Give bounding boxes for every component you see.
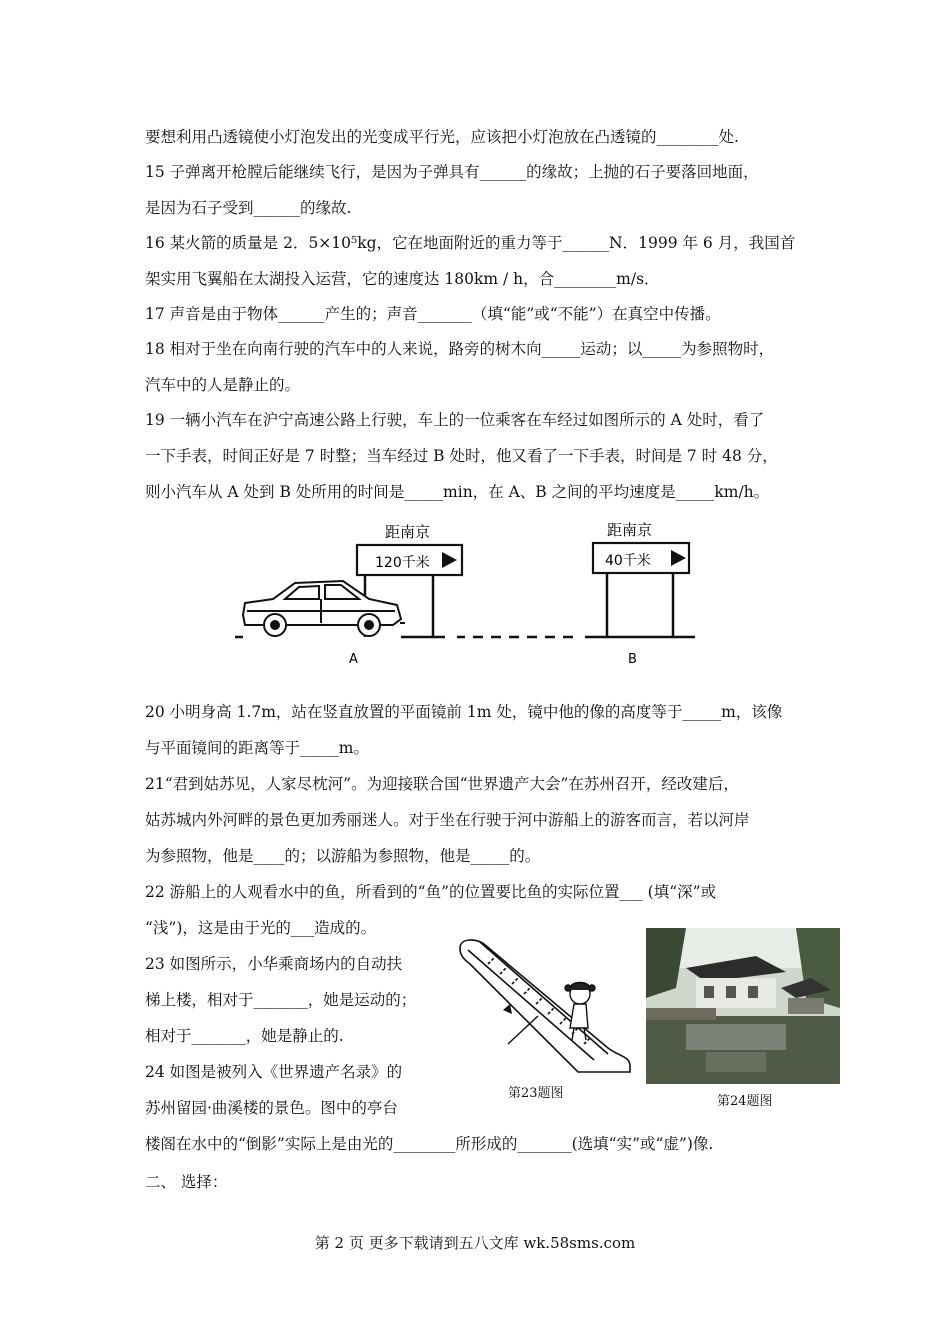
- sign-b: [593, 521, 689, 637]
- label-b: B: [628, 652, 637, 667]
- text-line: 17 声音是由于物体______产生的；声音_______（填“能”或“不能”）在真空中传播。: [145, 305, 721, 323]
- text-line: 相对于_______，她是静止的.: [145, 1027, 344, 1045]
- fig24-caption: 第24题图: [717, 1094, 773, 1109]
- text-line: 苏州留园·曲溪楼的景色。图中的亭台: [145, 1099, 398, 1117]
- text-line: 要想利用凸透镜使小灯泡发出的光变成平行光，应该把小灯泡放在凸透镜的________处.: [145, 128, 739, 146]
- text-line: 梯上楼，相对于_______，她是运动的；: [145, 991, 417, 1009]
- text-line: 则小汽车从 A 处到 B 处所用的时间是_____min，在 A、B 之间的平均速度是_____km/h。: [145, 483, 770, 501]
- fig23-caption: 第23题图: [508, 1086, 564, 1101]
- text-line: 22 游船上的人观看水中的鱼，所看到的“鱼”的位置要比鱼的实际位置___ (填“深”或: [145, 883, 717, 901]
- page-footer: 第 2 页 更多下载请到五八文库 wk.58sms.com: [314, 1234, 636, 1252]
- text-line: 与平面镜间的距离等于_____m。: [145, 739, 369, 757]
- text-line: 20 小明身高 1.7m，站在竖直放置的平面镜前 1m 处，镜中他的像的高度等于_____m，该像: [145, 703, 783, 721]
- text-line: 24 如图是被列入《世界遗产名录》的: [145, 1063, 403, 1081]
- sign-a-value: 120千米: [375, 555, 430, 571]
- text-line: 为参照物，他是____的；以游船为参照物，他是_____的。: [145, 847, 541, 865]
- text-line: 是因为石子受到______的缘故.: [145, 199, 352, 217]
- text-line: 二、 选择：: [145, 1173, 228, 1191]
- label-a: A: [349, 652, 358, 667]
- text-line: 楼阁在水中的“倒影”实际上是由光的________所形成的_______(选填“实”或“虚”)像.: [145, 1135, 714, 1153]
- text-line: 姑苏城内外河畔的景色更加秀丽迷人。对于坐在行驶于河中游船上的游客而言，若以河岸: [145, 811, 750, 829]
- text-line: 一下手表，时间正好是 7 时整；当车经过 B 处时，他又看了一下手表，时间是 7 时 48 分，: [145, 447, 778, 465]
- garden-photo: [646, 928, 840, 1084]
- text-line: 16 某火箭的质量是 2．5×10⁵kg，它在地面附近的重力等于______N．1999 年 6 月，我国首: [145, 234, 796, 252]
- text-line: “浅”)，这是由于光的___造成的。: [145, 919, 377, 937]
- sign-b-title: 距南京: [607, 521, 653, 539]
- text-line: 汽车中的人是静止的。: [145, 376, 301, 394]
- car: [243, 581, 405, 636]
- sign-a-title: 距南京: [385, 523, 431, 541]
- sign-b-value: 40千米: [605, 553, 651, 569]
- road-distance-figure: [235, 515, 705, 673]
- escalator-figure: [458, 936, 636, 1076]
- text-line: 18 相对于坐在向南行驶的汽车中的人来说，路旁的树木向_____运动；以_____为参照物时，: [145, 340, 775, 358]
- text-line: 19 一辆小汽车在沪宁高速公路上行驶，车上的一位乘客在车经过如图所示的 A 处时，看了: [145, 411, 765, 429]
- text-line: 架实用飞翼船在太湖投入运营，它的速度达 180km / h，合________m/s．: [145, 270, 660, 288]
- text-line: 15 子弹离开枪膛后能继续飞行，是因为子弹具有______的缘故；上抛的石子要落回地面，: [145, 163, 759, 181]
- text-line: 23 如图所示，小华乘商场内的自动扶: [145, 955, 403, 973]
- text-line: 21“君到姑苏见，人家尽枕河”。为迎接联合国“世界遗产大会”在苏州召开，经改建后，: [145, 775, 739, 793]
